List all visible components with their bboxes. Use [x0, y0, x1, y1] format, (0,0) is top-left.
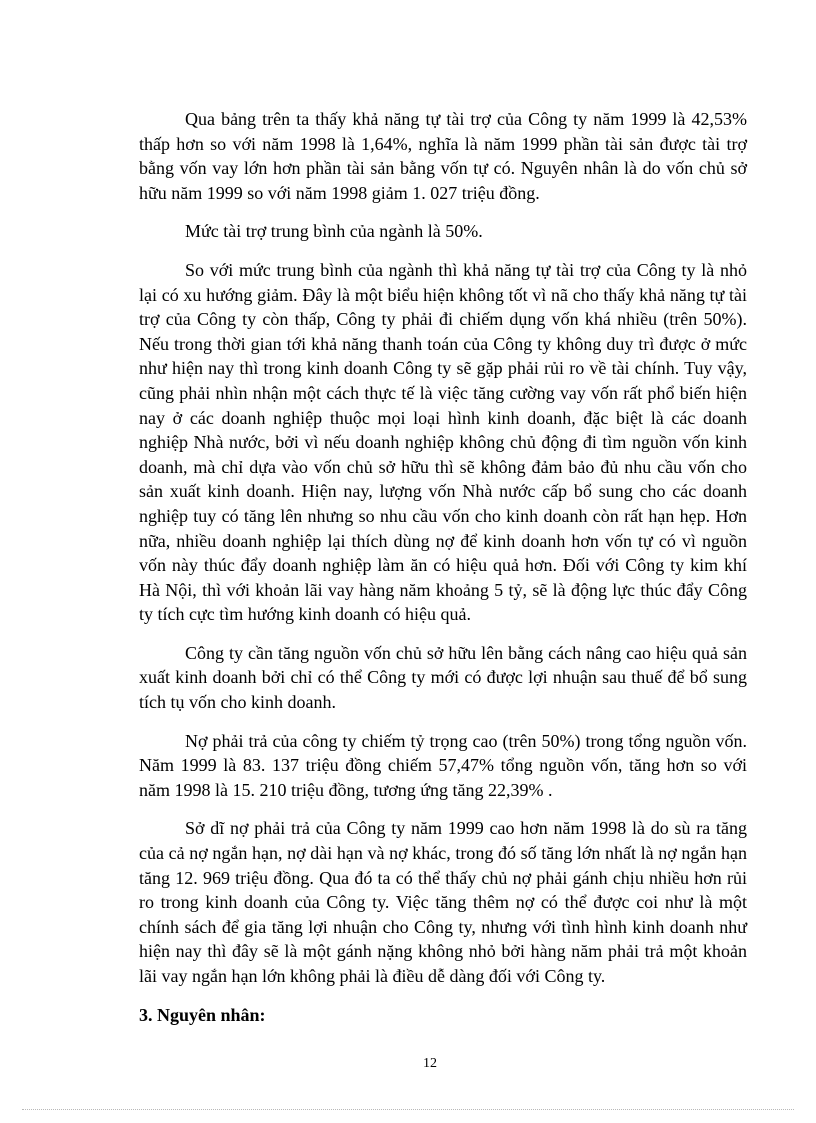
paragraph-liabilities: Nợ phải trả của công ty chiếm tỷ trọng cao (trên 50%) trong tổng nguồn vốn. Năm 1999 là 83. 137 triệu đồng chiếm 57,47% tổng nguồn vốn, tăng hơn so với năm 1998 là 15. 210 triệu đồng, tương ứng tăng 22,39% . — [139, 730, 747, 800]
paragraph-equity-increase: Công ty cần tăng nguồn vốn chủ sở hữu lên bằng cách nâng cao hiệu quả sản xuất kinh doanh bởi chỉ có thể Công ty mới có được lợi nhuận sau thuế để bổ sung tích tụ vốn cho kinh doanh. — [139, 642, 747, 713]
section-heading: 3. Nguyên nhân: — [139, 1004, 266, 1025]
paragraph-liabilities-reason: Sở dĩ nợ phải trả của Công ty năm 1999 cao hơn năm 1998 là do sù ra tăng của cả nợ ngắn hạn, nợ dài hạn và nợ khác, trong đó số tăng lớn nhất là nợ ngắn hạn tăng 12. 969 triệu đồng. Qua đó ta có thể thấy chủ nợ phải gánh chịu nhiều hơn rủi ro trong kinh doanh của Công ty. Việc tăng thêm nợ có thể được coi như là một chính sách để gia tăng lợi nhuận cho Công ty, nhưng với tình hình kinh doanh như hiện nay thì đây sẽ là một gánh nặng không nhỏ bởi hàng năm phải trả một khoản lãi vay ngắn hạn lớn không phải là điều dễ dàng đối với Công ty. — [139, 818, 747, 986]
paragraph-self-financing: Qua bảng trên ta thấy khả năng tự tài trợ của Công ty năm 1999 là 42,53% thấp hơn so với năm 1998 là 1,64%, nghĩa là năm 1999 phần tài sản được tài trợ bằng vốn vay lớn hơn phần tài sản bằng vốn tự có. Nguyên nhân là do vốn chủ sở hữu năm 1999 so với năm 1998 giảm 1. 027 triệu đồng. — [139, 109, 747, 203]
page-bottom-divider — [22, 1109, 794, 1110]
document-body — [139, 107, 747, 1027]
page-number: 12 — [423, 1056, 437, 1071]
paragraph-comparison: So với mức trung bình của ngành thì khả năng tự tài trợ của Công ty là nhỏ lại có xu hướng giảm. Đây là một biểu hiện không tốt vì nã cho thấy khả năng tự tài trợ của Công ty còn thấp, Công ty phải đi chiếm dụng vốn khá nhiều (trên 50%). Nếu trong thời gian tới khả năng thanh toán của Công ty không duy trì được ở mức như hiện nay thì trong kinh doanh Công ty sẽ gặp phải rủi ro về tài chính. Tuy vậy, cũng phải nhìn nhận một cách thực tế là việc tăng cường vay vốn rất phổ biến hiện nay ở các doanh nghiệp thuộc mọi loại hình kinh doanh, đặc biệt là các doanh nghiệp Nhà nước, bởi vì nếu doanh nghiệp không chủ động đi tìm nguồn vốn kinh doanh, mà chỉ dựa vào vốn chủ sở hữu thì sẽ không đảm bảo đủ nhu cầu vốn cho sản xuất kinh doanh. Hiện nay, lượng vốn Nhà nước cấp bổ sung cho các doanh nghiệp tuy có tăng lên nhưng so nhu cầu vốn cho kinh doanh còn rất hạn hẹp. Hơn nữa, nhiều doanh nghiệp lại thích dùng nợ để kinh doanh hơn vốn tự có vì nguồn vốn này thúc đẩy doanh nghiệp làm ăn có hiệu quả hơn. Đối với Công ty kim khí Hà Nội, thì với khoản lãi vay hàng năm khoảng 5 tỷ, sẽ là động lực thúc đẩy Công ty tích cực tìm hướng kinh doanh có hiệu quả. — [139, 259, 747, 625]
paragraph-industry-average: Mức tài trợ trung bình của ngành là 50%. — [185, 221, 483, 242]
